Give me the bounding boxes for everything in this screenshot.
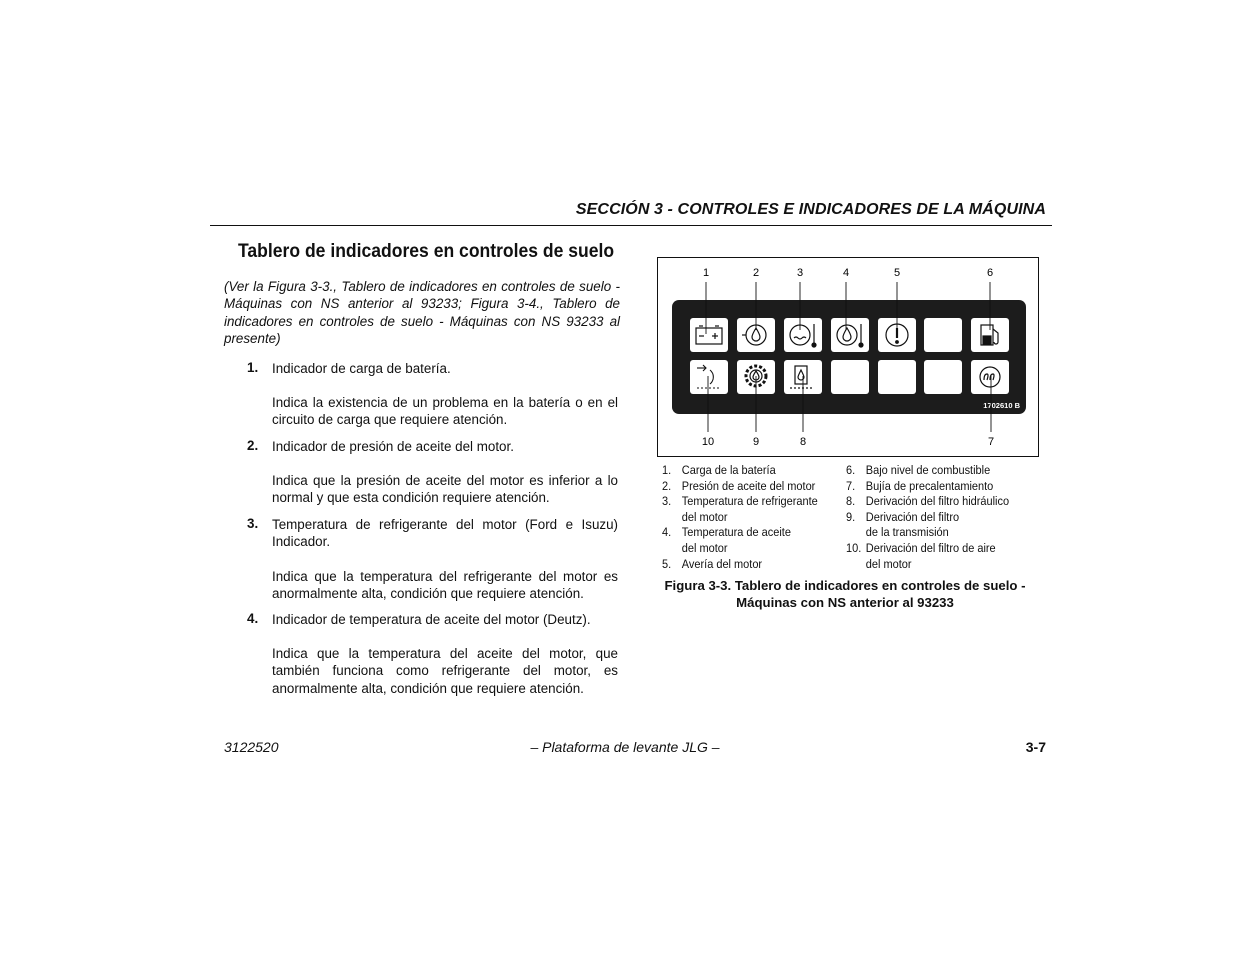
item-3-title: Temperatura de refrigerante del motor (Ford e Isuzu) Indicador. — [272, 517, 618, 550]
legend-item-1: 1. Carga de la batería — [662, 463, 776, 477]
callout-3: 3 — [796, 267, 804, 279]
legend-right — [846, 463, 1009, 572]
page-number: 3-7 — [1025, 739, 1046, 755]
tile-blank-1 — [924, 318, 962, 352]
callout-4: 4 — [842, 267, 850, 279]
figure-caption: Figura 3-3. Tablero de indicadores en controles de suelo - Máquinas con NS anterior al 93233 — [664, 578, 1026, 610]
item-3-number: 3. — [247, 516, 259, 531]
intro-reference: (Ver la Figura 3-3., Tablero de indicadores en controles de suelo - Máquinas con NS anterior al 93233; Figura 3-4., Tablero de indicadores en controles de suelo - Máquinas con NS 93233 al presente) — [224, 279, 620, 347]
legend-left — [662, 463, 818, 572]
footer-doc-number: 3122520 — [224, 739, 279, 755]
legend-item-6: 6. Bajo nivel de combustible — [846, 463, 991, 477]
item-4-number: 4. — [247, 611, 259, 626]
callout-10: 10 — [701, 436, 715, 448]
legend-item-7: 7. Bujía de precalentamiento — [846, 478, 994, 493]
item-3-description: Indica que la temperatura del refrigerante del motor es anormalmente alta, condición que requiere atención. — [272, 569, 618, 602]
indicator-panel-diagram — [658, 258, 1038, 456]
section-header: SECCIÓN 3 - CONTROLES E INDICADORES DE LA MÁQUINA — [575, 201, 1046, 218]
legend-item-3: 3. Temperatura de refrigerante del motor — [662, 494, 818, 524]
callout-9: 9 — [752, 436, 760, 448]
part-number: 1702610 B — [983, 401, 1020, 410]
legend-item-5: 5. Avería del motor — [662, 556, 763, 571]
item-4-title: Indicador de temperatura de aceite del motor (Deutz). — [272, 612, 591, 627]
panel-body — [672, 300, 1026, 414]
legend-item-4: 4. Temperatura de aceite del motor — [662, 525, 791, 555]
item-4-description: Indica que la temperatura del aceite del motor, que también funciona como refrigerante del motor, es anormalmente alta, condición que requiere atención. — [272, 646, 618, 696]
item-1-description: Indica la existencia de un problema en la batería o en el circuito de carga que requiere atención. — [272, 395, 618, 428]
callout-7: 7 — [987, 436, 995, 448]
legend-item-2: 2. Presión de aceite del motor — [662, 478, 816, 493]
figure-frame — [657, 257, 1039, 457]
item-2-number: 2. — [247, 438, 259, 453]
tile-air-filter — [690, 360, 728, 394]
legend-item-9: 9. Derivación del filtro de la transmisión — [846, 509, 960, 540]
callout-8: 8 — [799, 436, 807, 448]
item-2-description: Indica que la presión de aceite del motor es inferior a lo normal y que esta condición requiere atención. — [272, 473, 618, 506]
item-1-title: Indicador de carga de batería. — [272, 361, 451, 376]
item-1-number: 1. — [247, 360, 259, 375]
footer-title: – Plataforma de levante JLG – — [530, 739, 720, 755]
page-title: Tablero de indicadores en controles de suelo — [238, 240, 615, 262]
callout-6: 6 — [986, 267, 994, 279]
header-rule — [210, 225, 1052, 226]
tile-blank-3 — [878, 360, 916, 394]
legend-item-10: 10. Derivación del filtro de aire del motor — [846, 540, 996, 571]
legend-item-8: 8. Derivación del filtro hidráulico — [846, 494, 1010, 509]
tile-blank-2 — [831, 360, 869, 394]
callout-5: 5 — [893, 267, 901, 279]
tile-blank-4 — [924, 360, 962, 394]
callout-2: 2 — [752, 267, 760, 279]
callout-1: 1 — [702, 267, 710, 279]
item-2-title: Indicador de presión de aceite del motor. — [272, 439, 514, 454]
